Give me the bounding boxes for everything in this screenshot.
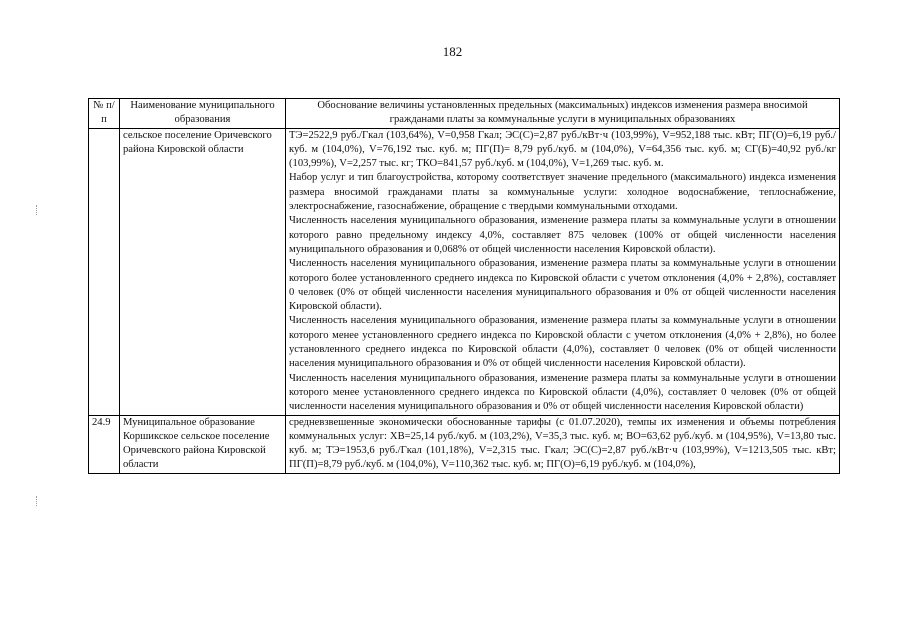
header-municipality-name: Наименование муниципального образования [120,99,286,129]
population-paragraph: Численность населения муниципального образования, изменение размера платы за коммунальные услуги в отношении которого менее установленного среднего индекса по Кировской области с учетом отклонения (4,0% + 2,8%), но более установленного среднего индекса по Кировской области (4,0%), составляет 0 человек (0% от общей численности населения муниципального образования и 0% от общей численности населения Кировской области). [289,315,836,370]
margin-mark [36,205,39,215]
row-number [89,128,120,415]
table-row [89,415,840,473]
header-number: № п/п [89,99,120,129]
population-paragraph: Численность населения муниципального образования, изменение размера платы за коммунальные услуги в отношении которого равно предельному индексу 4,0%, составляет 875 человек (100% от общей численности населения муниципального образования и 0,068% от общей численности населения Кировской области). [289,215,836,255]
population-paragraph: Численность населения муниципального образования, изменение размера платы за коммунальные услуги в отношении которого более установленного среднего индекса по Кировской области с учетом отклонения (4,0% + 2,8%), составляет 0 человек (0% от общей численности населения муниципального образования и 0% от общей численности населения Кировской области). [289,258,836,313]
margin-mark [36,496,39,506]
tariffs-paragraph: средневзвешенные экономически обоснованные тарифы (с 01.07.2020), темпы их изменения и объемы потребления коммунальных услуг: ХВ=25,14 руб./куб. м (103,2%), V=35,3 тыс. куб. м; ВО=63,62 руб./куб. м (104,95%), V=13,80 тыс. куб. м; ТЭ=1953,6 руб./Гкал (101,18%), V=2,315 тыс. Гкал; ЭС(С)=2,87 руб./кВт·ч (103,99%), V=1213,505 тыс. кВт; ПГ(П)=8,79 руб./куб. м (104,0%), V=110,362 тыс. куб. м; ПГ(О)=6,19 руб./куб. м (104,0%), [289,416,836,471]
population-paragraph: Численность населения муниципального образования, изменение размера платы за коммунальные услуги в отношении которого менее установленного среднего индекса по Кировской области (4,0%), составляет 0 человек (0% от общей численности населения муниципального образования и 0% от общей численности населения Кировской области) [289,372,836,413]
table-header-row [89,99,840,129]
row-number: 24.9 [89,415,120,473]
municipality-name: сельское поселение Оричевского района Кировской области [120,128,286,415]
tariffs-paragraph: ТЭ=2522,9 руб./Гкал (103,64%), V=0,958 Гкал; ЭС(С)=2,87 руб./кВт·ч (103,99%), V=952,188 тыс. кВт; ПГ(О)=6,19 руб./куб. м (104,0%), V=76,192 тыс. куб. м; ПГ(П)= 8,79 руб./куб. м (104,0%), V=64,356 тыс. куб. м; СГ(Б)=40,92 руб./кг (103,99%), V=2,257 тыс. кг; ТКО=841,57 руб./куб. м (104,0%), V=1,269 тыс. куб. м. [289,129,836,170]
services-paragraph: Набор услуг и тип благоустройства, которому соответствует значение предельного (максимального) индекса изменения размера вносимой гражданами платы за коммунальные услуги: холодное водоснабжение, теплоснабжение, электроснабжение, газоснабжение, обращение с твердыми коммунальными отходами. [289,172,836,213]
indices-table [88,98,840,474]
justification-cell [286,128,840,415]
page-number: 182 [442,44,463,59]
municipality-name: Муниципальное образование Коршикское сельское поселение Оричевского района Кировской области [120,415,286,473]
header-justification: Обоснование величины установленных предельных (максимальных) индексов изменения размера вносимой гражданами платы за коммунальные услуги в муниципальных образованиях [286,99,840,129]
table-row [89,128,840,415]
justification-cell [286,415,840,473]
